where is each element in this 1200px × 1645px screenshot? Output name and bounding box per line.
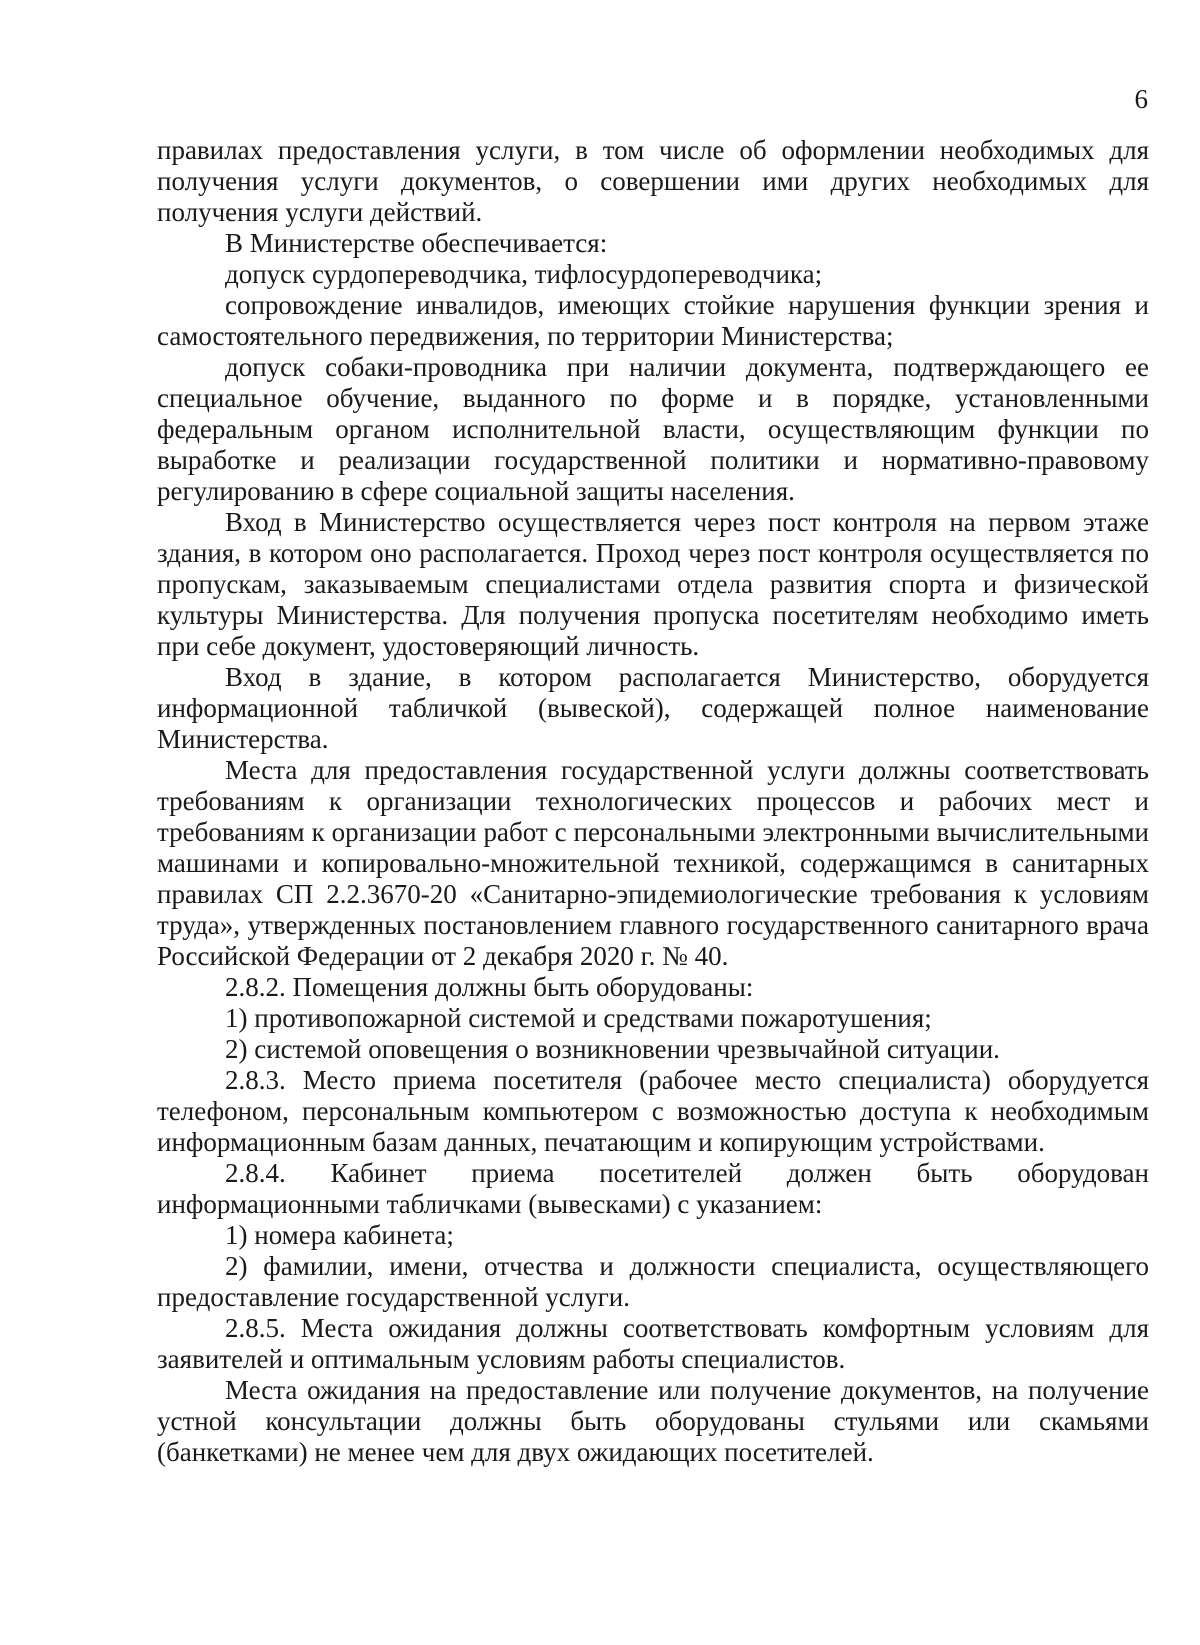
paragraph-alert-system: 2) системой оповещения о возникновении чрезвычайной ситуации. [225, 1034, 1000, 1064]
page-number: 6 [1134, 84, 1148, 114]
paragraph-2-8-3: 2.8.3. Место приема посетителя (рабочее место специалиста) оборудуется телефоном, персональным компьютером с возможностью доступа к необходимым информационным базам данных, печатающим и копирующим устройствами. [157, 1065, 1149, 1157]
paragraph-specialist-name: 2) фамилии, имени, отчества и должности специалиста, осуществляющего предоставление государственной услуги. [157, 1251, 1149, 1312]
paragraph-continuation: правилах предоставления услуги, в том числе об оформлении необходимых для получения услуги документов, о совершении ими других необходимых для получения услуги действий. [157, 135, 1149, 227]
paragraph-fire-system: 1) противопожарной системой и средствами пожаротушения; [225, 1003, 932, 1033]
document-body [157, 135, 1149, 1468]
paragraph-2-8-5: 2.8.5. Места ожидания должны соответствовать комфортным условиям для заявителей и оптимальным условиям работы специалистов. [157, 1313, 1149, 1374]
paragraph-service-places: Места для предоставления государственной услуги должны соответствовать требованиям к организации технологических процессов и рабочих мест и требованиям к организации работ с персональными электронными вычислительными машинами и копировально-множительной техникой, содержащимся в санитарных правилах СП 2.2.3670-20 «Санитарно-эпидемиологические требования к условиям труда», утвержденных постановлением главного государственного санитарного врача Российской Федерации от 2 декабря 2020 г. № 40. [157, 755, 1149, 971]
paragraph-guide-dog: допуск собаки-проводника при наличии документа, подтверждающего ее специальное обучение, выданного по форме и в порядке, установленными федеральным органом исполнительной власти, осуществляющим функции по выработке и реализации государственной политики и нормативно-правовому регулированию в сфере социальной защиты населения. [157, 352, 1149, 506]
paragraph-room-number: 1) номера кабинета; [225, 1220, 454, 1250]
paragraph-2-8-4: 2.8.4. Кабинет приема посетителей должен быть оборудован информационными табличками (вывесками) с указанием: [157, 1158, 1149, 1219]
paragraph-entrance-sign: Вход в здание, в котором располагается Министерство, оборудуется информационной табличкой (вывеской), содержащей полное наименование Министерства. [157, 662, 1149, 754]
paragraph-escort-disabled: сопровождение инвалидов, имеющих стойкие нарушения функции зрения и самостоятельного передвижения, по территории Министерства; [157, 290, 1149, 351]
paragraph-entrance-control: Вход в Министерство осуществляется через пост контроля на первом этаже здания, в котором оно располагается. Проход через пост контроля осуществляется по пропускам, заказываемым специалистами отдела развития спорта и физической культуры Министерства. Для получения пропуска посетителям необходимо иметь при себе документ, удостоверяющий личность. [157, 507, 1149, 661]
paragraph-sign-interpreter: допуск сурдопереводчика, тифлосурдопереводчика; [225, 259, 823, 289]
paragraph-ministry-provides: В Министерстве обеспечивается: [225, 228, 608, 258]
paragraph-waiting-seats: Места ожидания на предоставление или получение документов, на получение устной консультации должны быть оборудованы стульями или скамьями (банкетками) не менее чем для двух ожидающих посетителей. [157, 1375, 1149, 1467]
paragraph-2-8-2: 2.8.2. Помещения должны быть оборудованы: [225, 972, 754, 1002]
